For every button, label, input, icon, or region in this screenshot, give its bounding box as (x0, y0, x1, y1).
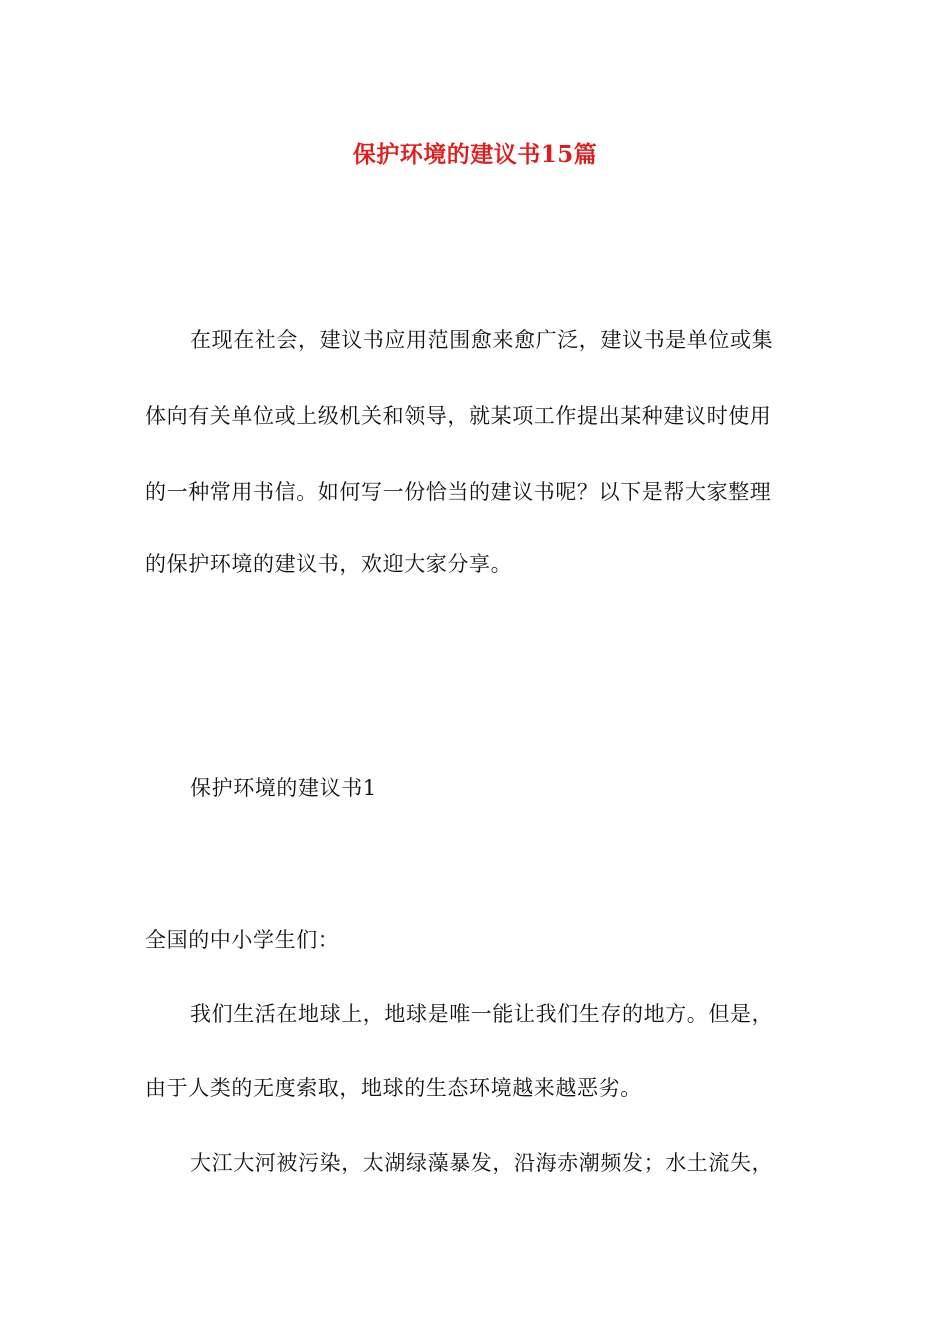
intro-line-4: 的保护环境的建议书，欢迎大家分享。 (145, 552, 513, 576)
section-heading: 保护环境的建议书1 (190, 776, 377, 800)
intro-line-3: 的一种常用书信。如何写一份恰当的建议书呢？以下是帮大家整理 (145, 480, 772, 504)
document-title: 保护环境的建议书15篇 (352, 141, 598, 168)
intro-line-1: 在现在社会，建议书应用范围愈来愈广泛，建议书是单位或集 (190, 328, 774, 352)
body-line-2: 由于人类的无度索取，地球的生态环境越来越恶劣。 (145, 1076, 642, 1100)
body-line-1: 我们生活在地球上，地球是唯一能让我们生存的地方。但是， (190, 1002, 774, 1026)
intro-line-2: 体向有关单位或上级机关和领导，就某项工作提出某种建议时使用 (145, 404, 772, 428)
salutation: 全国的中小学生们： (145, 928, 340, 952)
body-line-3: 大江大河被污染，太湖绿藻暴发，沿海赤潮频发；水土流失， (190, 1151, 774, 1175)
